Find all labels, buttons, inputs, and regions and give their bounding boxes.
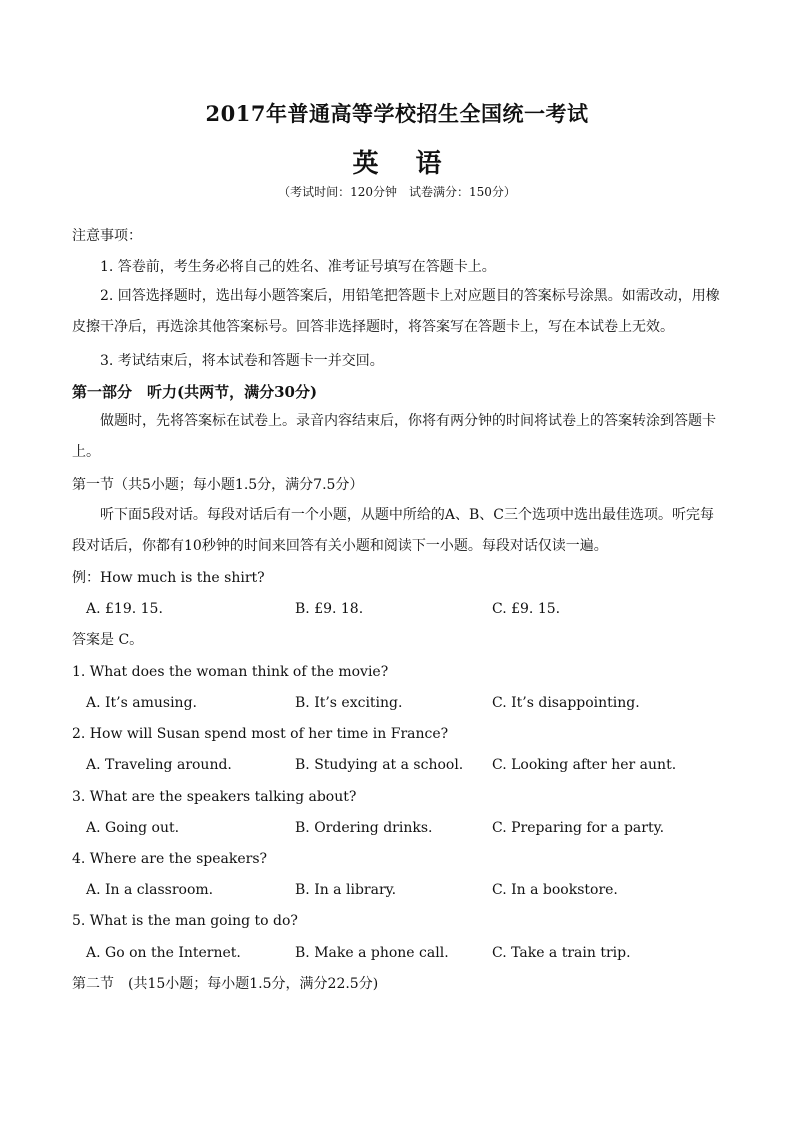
notice-item-1: 1. 答卷前，考生务必将自己的姓名、准考证号填写在答题卡上。 [100, 259, 496, 275]
notice-item-3: 3. 考试结束后，将本试卷和答题卡一并交回。 [100, 353, 384, 369]
section1-heading: 第一节（共5小题；每小题1.5分，满分7.5分） [72, 477, 364, 493]
exam-info: （考试时间：120分钟 试卷满分：150分） [278, 185, 516, 199]
question-4-option-c: C. In a bookstore. [492, 882, 618, 898]
exam-title: 2017年普通高等学校招生全国统一考试 [205, 101, 589, 126]
part1-heading: 第一部分 听力(共两节，满分30分) [72, 383, 318, 401]
section1-instructions: 听下面5段对话。每段对话后有一个小题，从题中所给的A、B、C三个选项中选出最佳选项。听完每段对话后，你都有10秒钟的时间来回答有关小题和阅读下一小题。每段对话仅读一遍。 [72, 507, 715, 554]
part1-instructions: 做题时，先将答案标在试卷上。录音内容结束后，你将有两分钟的时间将试卷上的答案转涂到答题卡上。 [72, 413, 716, 460]
question-1-option-c: C. It’s disappointing. [492, 695, 640, 711]
question-5-option-c: C. Take a train trip. [492, 945, 631, 961]
question-5-option-b: B. Make a phone call. [295, 945, 449, 961]
question-3: 3. What are the speakers talking about? [72, 789, 357, 805]
question-2-option-a: A. Traveling around. [86, 757, 232, 773]
question-3-option-a: A. Going out. [86, 820, 180, 836]
question-4-option-b: B. In a library. [295, 882, 397, 898]
example-option-a: A. £19. 15. [86, 601, 163, 617]
notice-item-2: 2. 回答选择题时，选出每小题答案后，用铅笔把答题卡上对应题目的答案标号涂黑。如需改动，用橡皮擦干净后，再选涂其他答案标号。回答非选择题时，将答案写在答题卡上，写在本试卷上无效。 [72, 288, 720, 335]
example-option-b: B. £9. 18. [295, 601, 364, 617]
question-1: 1. What does the woman think of the movie? [72, 664, 389, 680]
question-1-option-b: B. It’s exciting. [295, 695, 403, 711]
section2-heading: 第二节 (共15小题；每小题1.5分，满分22.5分) [72, 976, 379, 992]
subject-title: 英 语 [352, 149, 456, 179]
question-3-option-c: C. Preparing for a party. [492, 820, 665, 836]
example-answer: 答案是 C。 [72, 632, 144, 648]
question-2-option-b: B. Studying at a school. [295, 757, 464, 773]
question-3-option-b: B. Ordering drinks. [295, 820, 433, 836]
question-2-option-c: C. Looking after her aunt. [492, 757, 677, 773]
question-4: 4. Where are the speakers? [72, 851, 268, 867]
notice-heading: 注意事项： [72, 228, 142, 244]
question-4-option-a: A. In a classroom. [86, 882, 214, 898]
question-5: 5. What is the man going to do? [72, 913, 298, 929]
question-5-option-a: A. Go on the Internet. [86, 945, 241, 961]
example-option-c: C. £9. 15. [492, 601, 561, 617]
question-2: 2. How will Susan spend most of her time in France? [72, 726, 449, 742]
example-question: 例：How much is the shirt? [72, 570, 265, 586]
question-1-option-a: A. It’s amusing. [86, 695, 197, 711]
